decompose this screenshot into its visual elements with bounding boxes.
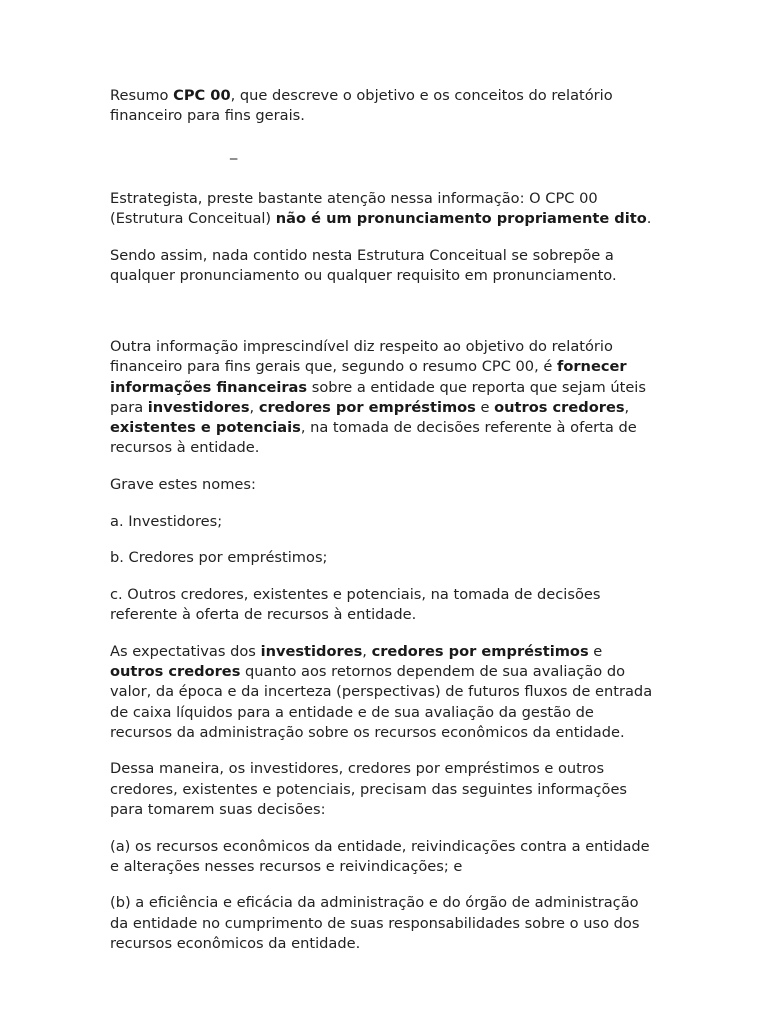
list-item-b: b. Credores por empréstimos; xyxy=(110,549,328,567)
list-item-c: c. Outros credores, existentes e potenciais, na tomada de decisões referente à oferta de recursos à entidade. xyxy=(110,586,601,624)
list-item-a: a. Investidores; xyxy=(110,512,223,530)
expectations-paragraph: As expectativas dos investidores, credores por empréstimos e outros credores quanto aos retornos dependem de sua avaliação do valor, da época e da incerteza (perspectivas) de futuros fluxos de entrada de caixa líquidos para a entidade e de sua avaliação da gestão de recursos da administração sobre os recursos econômicos da entidade. xyxy=(110,642,653,741)
intro-paragraph: Resumo CPC 00, que descreve o objetivo e os conceitos do relatório financeiro para fins gerais. xyxy=(110,87,613,125)
precedence-paragraph: Sendo assim, nada contido nesta Estrutura Conceitual se sobrepõe a qualquer pronunciamento ou qualquer requisito em pronunciamento. xyxy=(110,246,617,285)
memorize-heading: Grave estes nomes: xyxy=(110,475,256,493)
investors-emphasis: investidores xyxy=(147,398,250,416)
separator-mark: _ xyxy=(230,143,238,161)
needs-paragraph: Dessa maneira, os investidores, credores por empréstimos e outros credores, existentes e potenciais, precisam das seguintes informações para tomarem suas decisões: xyxy=(110,760,628,818)
lenders-emphasis: credores por empréstimos xyxy=(258,398,476,416)
item-a-resources-paragraph: (a) os recursos econômicos da entidade, reivindicações contra a entidade e alterações nesses recursos e reivindicações; e xyxy=(110,837,650,875)
existing-potential-emphasis: existentes e potenciais xyxy=(110,419,301,437)
cpc-00-emphasis: CPC 00 xyxy=(173,87,231,104)
item-b-efficiency-paragraph: (b) a eficiência e eficácia da administração e do órgão de administração da entidade no cumprimento de suas responsabilidades sobre o uso dos recursos econômicos da entidade. xyxy=(110,894,640,952)
lenders-emphasis-2: credores por empréstimos xyxy=(371,642,589,660)
provide-info-emphasis: fornecer informações financeiras xyxy=(110,358,627,396)
other-creditors-emphasis: outros credores xyxy=(494,398,625,416)
other-creditors-emphasis-2: outros credores xyxy=(110,663,241,681)
attention-paragraph: Estrategista, preste bastante atenção nessa informação: O CPC 00 (Estrutura Conceitual) não é um pronunciamento propriamente dito. xyxy=(110,189,652,228)
objective-paragraph: Outra informação imprescindível diz respeito ao objetivo do relatório financeiro para fins gerais que, segundo o resumo CPC 00, é fornecer informações financeiras sobre a entidade que reporta que sejam úteis para investidores, credores por empréstimos e outros credores, existentes e potenciais, na tomada de decisões referente à oferta de recursos à entidade. xyxy=(110,338,646,457)
not-pronouncement-emphasis: não é um pronunciamento propriamente dito xyxy=(275,210,647,228)
document-body xyxy=(110,86,658,954)
investors-emphasis-2: investidores xyxy=(260,642,363,660)
